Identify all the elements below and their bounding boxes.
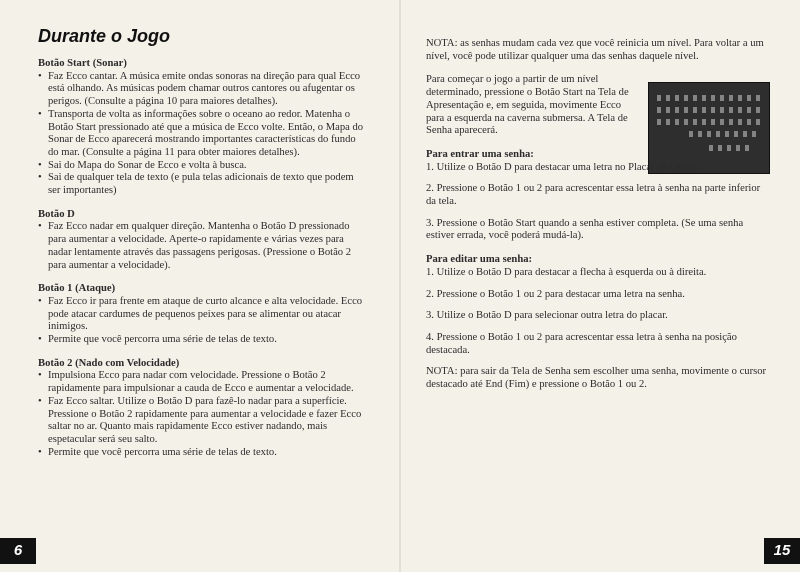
section-start-button <box>38 58 368 198</box>
bullet-item: • Faz Ecco nadar em qualquer direção. Mantenha o Botão D pressionado para aumentar a velocidade. Aperte-o rapidamente e várias vezes para nadar lentamente através das passagens perigosas. (Pressione o Botão 2 para aumentar a velocidade). <box>38 221 368 272</box>
bullet-item: • Sai do Mapa do Sonar de Ecco e volta à busca. <box>38 160 368 173</box>
section-title: Botão 2 (Nado com Velocidade) <box>38 357 180 369</box>
bullet-item: • Impulsiona Ecco para nadar com velocidade. Pressione o Botão 2 rapidamente para impulsionar a cauda de Ecco e aumentar a velocidade. <box>38 370 368 395</box>
left-column <box>38 58 368 459</box>
bullet-item: • Permite que você percorra uma série de telas de texto. <box>38 447 368 460</box>
page-heading: Durante o Jogo <box>38 26 171 46</box>
step-item: 1. Utilize o Botão D para destacar a flecha à esquerda ou à direita. <box>426 266 707 278</box>
bullet-item: • Transporta de volta as informações sobre o oceano ao redor. Matenha o Botão Start pressionado até que a música de Ecco volte. Então, o Mapa do Sonar de Ecco aparecerá mostrando importantes características do fundo do mar. (Consulte a página 11 para obter maiores detalhes). <box>38 109 368 160</box>
note-bottom: NOTA: para sair da Tela de Senha sem escolher uma senha, movimente o cursor destacado até End (Fim) e pressione o Botão 1 ou 2. <box>426 366 767 391</box>
bullet-item: • Sai de qualquer tela de texto (e pula telas adicionais de texto que podem ser importantes) <box>38 172 368 197</box>
page-number-left: 6 <box>0 538 36 564</box>
note-top: NOTA: as senhas mudam cada vez que você reinicia um nível. Para voltar a um nível, você pode utilizar qualquer uma das senhas daquele nível. <box>426 38 764 62</box>
bullet-item: • Faz Ecco saltar. Utilize o Botão D para fazê-lo nadar para a superfície. Pressione o Botão 2 rapidamente para aumentar a velocidade e fazer Ecco saltar no ar. Quanto mais rapidamente Ecco estiver nadando, mais espetacular será seu salto. <box>38 396 368 447</box>
step-item: 4. Pressione o Botão 1 ou 2 para acrescentar essa letra à senha na posição destacada. <box>426 331 737 356</box>
edit-password-title: Para editar uma senha: <box>426 254 533 266</box>
section-title: Botão Start (Sonar) <box>38 58 127 69</box>
step-item: 2. Pressione o Botão 1 ou 2 para destacar uma letra na senha. <box>426 288 685 300</box>
section-title: Botão 1 (Ataque) <box>38 283 116 295</box>
section-title: Botão D <box>38 208 75 220</box>
right-column <box>426 38 771 392</box>
step-item: 1. Utilize o Botão D para destacar uma letra no Placar de Letras. <box>426 161 699 173</box>
step-item: 3. Utilize o Botão D para selecionar outra letra do placar. <box>426 310 668 322</box>
right-page <box>400 0 800 572</box>
section-button-1 <box>38 283 368 347</box>
intro-paragraph: Para começar o jogo a partir de um nível determinado, pressione o Botão Start na Tela de Apresentação e, em seguida, movimente Ecco para a esquerda na caverna submersa. A Tela de Senha aparecerá. <box>426 74 629 137</box>
page-number-right: 15 <box>764 538 800 564</box>
step-item: 3. Pressione o Botão Start quando a senha estiver completa. (Se uma senha estiver errada, você poderá mudá-la). <box>426 217 744 242</box>
step-item: 2. Pressione o Botão 1 ou 2 para acrescentar essa letra à senha na parte inferior da tela. <box>426 183 761 208</box>
bullet-item: • Permite que você percorra uma série de telas de texto. <box>38 334 368 347</box>
bullet-item: • Faz Ecco cantar. A música emite ondas sonoras na direção para qual Ecco está olhando. As músicas podem chamar outros cantores ou afugentar os perigos. (Consulte a página 10 para maiores detalhes). <box>38 71 368 109</box>
enter-password-title: Para entrar uma senha: <box>426 148 534 160</box>
section-d-button <box>38 209 368 273</box>
bullet-item: • Faz Ecco ir para frente em ataque de curto alcance e alta velocidade. Ecco pode atacar cardumes de pequenos peixes para se alimentar ou atacar inimigos. <box>38 296 368 334</box>
section-button-2 <box>38 358 368 460</box>
